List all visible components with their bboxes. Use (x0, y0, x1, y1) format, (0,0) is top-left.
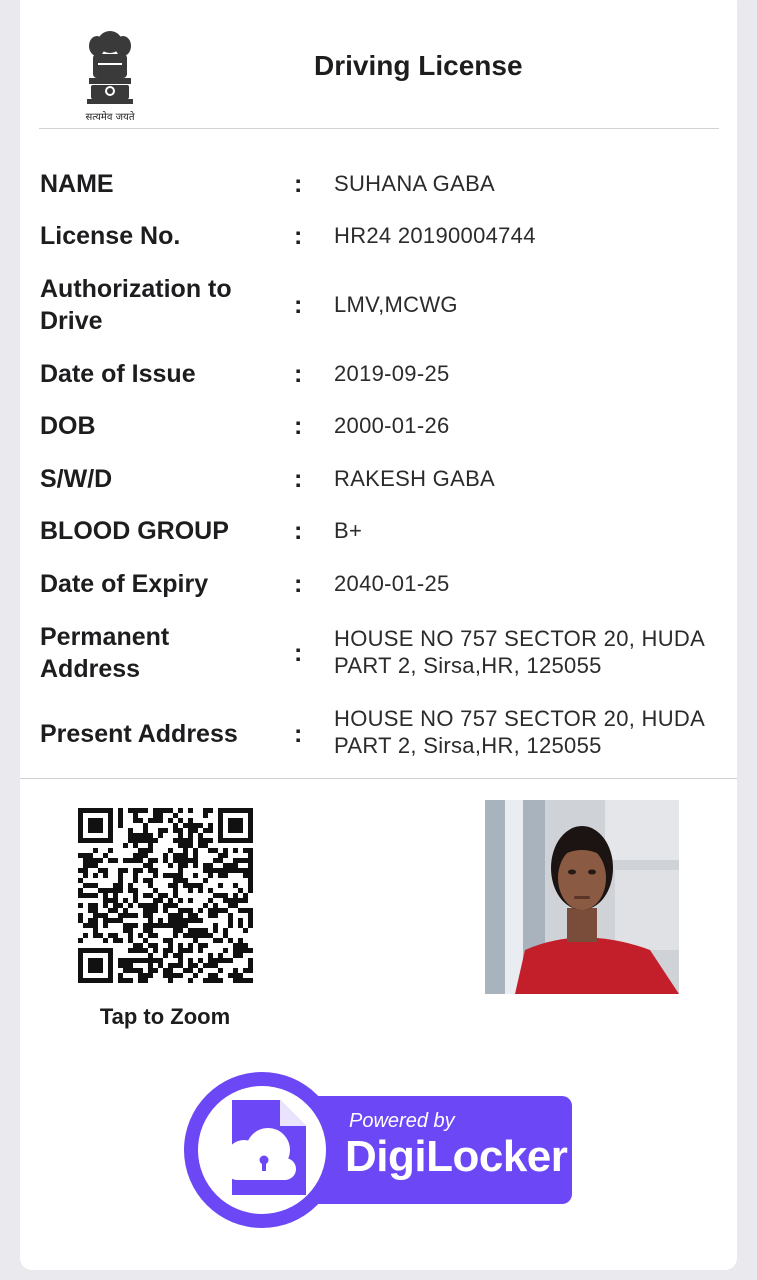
page-title: Driving License (314, 50, 523, 81)
field-label: DOB (40, 412, 96, 440)
field-colon: : (294, 170, 303, 198)
field-label: Permanent Address (40, 623, 170, 683)
field-label: License No. (40, 222, 181, 250)
field-colon: : (294, 570, 303, 598)
field-colon: : (294, 412, 303, 440)
field-value: 2040-01-25 (334, 571, 450, 596)
field-colon: : (294, 465, 303, 493)
qr-code[interactable] (78, 808, 253, 983)
field-value: 2019-09-25 (334, 361, 450, 386)
field-label: NAME (40, 170, 114, 198)
license-card (20, 0, 737, 1270)
field-colon: : (294, 639, 303, 667)
field-value: HR24 20190004744 (334, 223, 536, 248)
field-value: HOUSE NO 757 SECTOR 20, HUDA PART 2, Sirsa,HR, 125055 (334, 706, 704, 758)
tap-to-zoom-label[interactable]: Tap to Zoom (99, 1004, 231, 1029)
field-value: 2000-01-26 (334, 413, 450, 438)
field-value: LMV,MCWG (334, 292, 458, 317)
section-divider (20, 778, 737, 779)
field-value: RAKESH GABA (334, 466, 496, 491)
field-label: Authorization to Drive (40, 275, 232, 335)
field-value: HOUSE NO 757 SECTOR 20, HUDA PART 2, Sirsa,HR, 125055 (334, 626, 704, 678)
card-header (39, 0, 719, 129)
field-label: Date of Issue (40, 360, 196, 388)
holder-photo (485, 800, 679, 994)
field-label: Present Address (40, 720, 238, 748)
emblem-motto: सत्यमेव जयते (85, 112, 135, 123)
field-colon: : (294, 291, 303, 319)
field-label: BLOOD GROUP (40, 517, 229, 545)
field-colon: : (294, 360, 303, 388)
state-emblem-icon (79, 28, 141, 123)
field-colon: : (294, 720, 303, 748)
field-colon: : (294, 517, 303, 545)
powered-by-text: Powered by (349, 1110, 455, 1132)
field-colon: : (294, 222, 303, 250)
field-value: B+ (334, 518, 363, 543)
field-label: Date of Expiry (40, 570, 209, 598)
digilocker-wordmark: DigiLocker (345, 1132, 568, 1181)
field-label: S/W/D (40, 465, 113, 493)
field-value: SUHANA GABA (334, 171, 496, 196)
